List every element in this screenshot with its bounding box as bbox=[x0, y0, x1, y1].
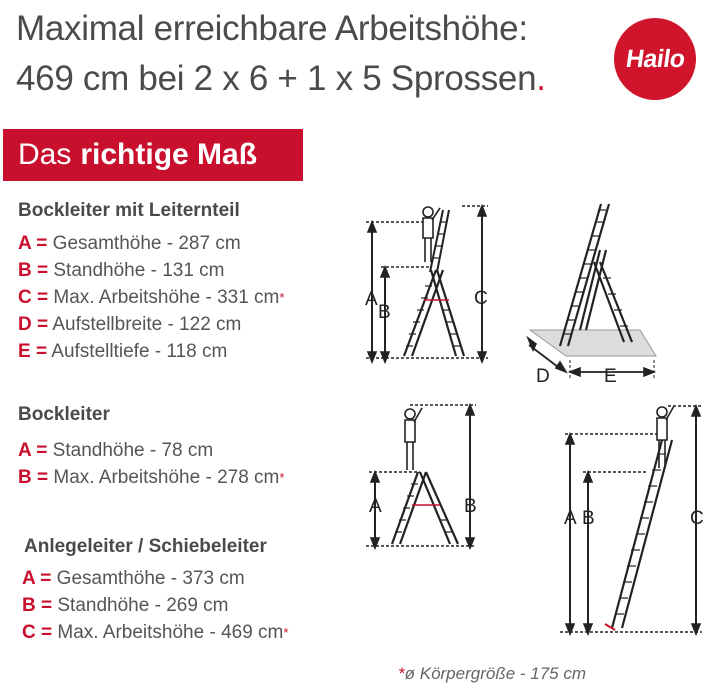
spec-item: C = Max. Arbeitshöhe - 469 cm* bbox=[22, 622, 289, 643]
diagram1-label-c: C bbox=[474, 288, 488, 309]
diagram4-label-b: B bbox=[582, 508, 595, 529]
spec-item: A = Gesamthöhe - 287 cm bbox=[18, 233, 241, 254]
headline-dot: . bbox=[536, 59, 546, 98]
diagram4-label-a: A bbox=[564, 508, 577, 529]
spec-item: B = Standhöhe - 131 cm bbox=[18, 260, 225, 281]
banner-bold-text: richtige Maß bbox=[80, 138, 258, 171]
headline-line-2: 469 cm bei 2 x 6 + 1 x 5 Sprossen. bbox=[16, 59, 546, 98]
section-title-anlegeleiter: Anlegeleiter / Schiebeleiter bbox=[24, 536, 267, 557]
diagram1-label-b: B bbox=[378, 302, 391, 323]
headline-line-1: Maximal erreichbare Arbeitshöhe: bbox=[16, 9, 528, 48]
spec-item: C = Max. Arbeitshöhe - 331 cm* bbox=[18, 287, 285, 308]
diagram1-label-a: A bbox=[365, 289, 378, 310]
diagram2-label-d: D bbox=[536, 366, 550, 387]
diagram-stepladder-with-extension bbox=[366, 206, 488, 362]
spec-item: A = Gesamthöhe - 373 cm bbox=[22, 568, 245, 589]
spec-item: B = Standhöhe - 269 cm bbox=[22, 595, 229, 616]
diagram-stepladder-footprint bbox=[528, 204, 656, 380]
logo-text: Hailo bbox=[623, 44, 687, 73]
section-title-bockleiter-mit-leiternteil: Bockleiter mit Leiternteil bbox=[18, 200, 240, 221]
diagram4-label-c: C bbox=[690, 508, 704, 529]
footnote-text: ø Körpergröße - 175 cm bbox=[404, 664, 587, 683]
spec-item: D = Aufstellbreite - 122 cm bbox=[18, 314, 242, 335]
diagram3-label-b: B bbox=[464, 496, 477, 517]
footnote-star: * bbox=[398, 664, 405, 683]
spec-item: A = Standhöhe - 78 cm bbox=[18, 440, 214, 461]
spec-item: E = Aufstelltiefe - 118 cm bbox=[18, 341, 228, 362]
section-title-bockleiter: Bockleiter bbox=[18, 404, 110, 425]
spec-item: B = Max. Arbeitshöhe - 278 cm* bbox=[18, 467, 285, 488]
diagram2-label-e: E bbox=[604, 366, 617, 387]
diagram3-label-a: A bbox=[369, 496, 382, 517]
banner-light-text: Das bbox=[18, 138, 72, 171]
diagram-stepladder bbox=[366, 405, 476, 548]
footnote bbox=[398, 664, 586, 684]
